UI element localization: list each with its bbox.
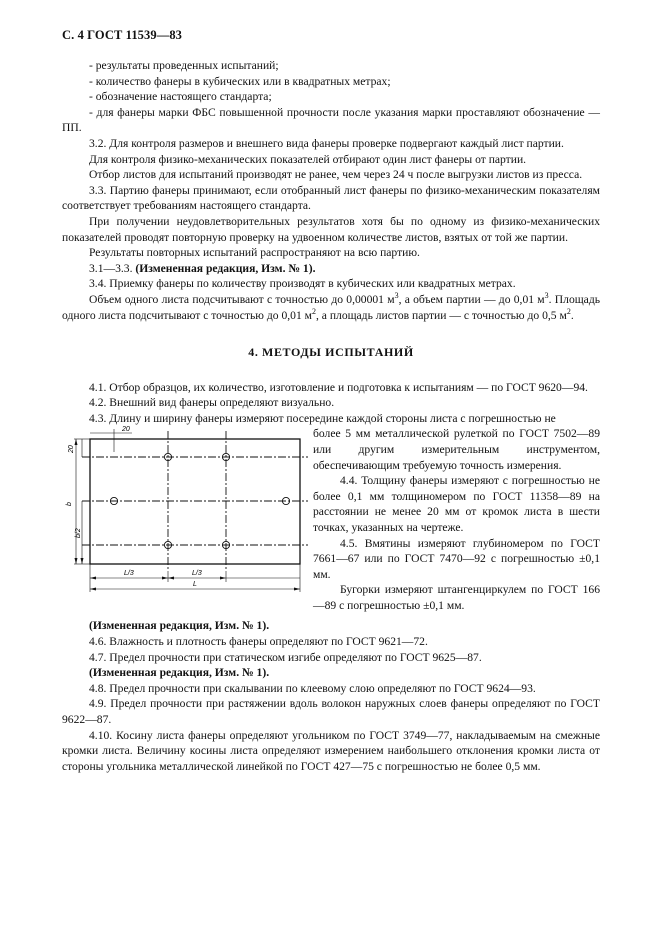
superscript: 3 xyxy=(544,291,549,301)
bullet-item: - для фанеры марки ФБС повышенной прочности после указания марки проставляют обозначение — ПП. xyxy=(62,105,600,135)
dim-label-b2: b/2 xyxy=(75,528,82,539)
paragraph-4-3-cont: более 5 мм металлической рулеткой по ГОСТ 7502—89 или другим измерительным инструментом, обеспечивающим требуемую точность измерения. xyxy=(313,427,600,472)
paragraph-selection: Отбор листов для испытаний производят не ранее, чем через 24 ч после выгрузки листов из пресса. xyxy=(89,168,583,182)
paragraph-4-7: 4.7. Предел прочности при статическом изгибе определяют по ГОСТ 9625—87. xyxy=(89,650,482,664)
dim-label-20-left: 20 xyxy=(68,445,75,454)
paragraph-phys-control: Для контроля физико-механических показателей отбирают один лист фанеры от партии. xyxy=(89,152,527,166)
superscript: 2 xyxy=(566,306,571,316)
paragraph-4-1: 4.1. Отбор образцов, их количество, изготовление и подготовка к испытаниям — по ГОСТ 9620—94. xyxy=(89,380,588,394)
bullet-item: - результаты проведенных испытаний; xyxy=(89,59,279,72)
paragraph-3-3: 3.3. Партию фанеры принимают, если отобранный лист фанеры по физико-механическим показателям соответствует требованиям настоящего стандарта. xyxy=(62,183,600,213)
paragraph-3-2: 3.2. Для контроля размеров и внешнего вида фанеры проверке подвергают каждый лист партии. xyxy=(89,136,564,150)
paragraph-4-3-lead: 4.3. Длину и ширину фанеры измеряют посередине каждой стороны листа с погрешностью не xyxy=(89,411,556,425)
section-title: 4. МЕТОДЫ ИСПЫТАНИЙ xyxy=(248,345,414,360)
dim-label-l3-b: L/3 xyxy=(192,570,202,578)
bullet-item: - обозначение настоящего стандарта; xyxy=(89,90,272,104)
paragraph-repeat-check: При получении неудовлетворительных результатов хотя бы по одному из физико-механических показателей проводят повторную проверку на удвоенном количестве листов, взятых от той же партии. xyxy=(62,214,600,244)
paragraph-4-5: 4.5. Вмятины измеряют глубиномером по ГОСТ 7661—67 или по ГОСТ 7470—92 с погрешностью ±0,1 мм. xyxy=(313,536,600,581)
paragraph-4-10: 4.10. Косину листа фанеры определяют угольником по ГОСТ 3749—77, накладываемым на смежные кромки листа. Величину косины листа определяют измерением наибольшего отклонения кромки листа от стороны угольника металлической линейкой по ГОСТ 427—75 с погрешностью не более 0,5 мм. xyxy=(62,728,600,773)
volume-text-c: . Площадь одного листа подсчитывают с точностью до 0,01 м xyxy=(62,292,601,322)
dim-label-20-top: 20 xyxy=(122,426,130,434)
edition-note: (Измененная редакция, Изм. № 1). xyxy=(89,619,270,633)
dim-label-l3-a: L/3 xyxy=(124,570,134,578)
paragraph-volume xyxy=(62,292,600,323)
figure-side-text xyxy=(313,426,600,613)
edition-note: (Измененная редакция, Изм. № 1). xyxy=(89,666,270,680)
figure-block xyxy=(62,426,600,618)
paragraph-3-4: 3.4. Приемку фанеры по количеству производят в кубических или квадратных метрах. xyxy=(89,277,516,291)
paragraph-4-9: 4.9. Предел прочности при растяжении вдоль волокон наружных слоев фанеры определяют по ГОСТ 9622—87. xyxy=(62,697,600,727)
superscript: 2 xyxy=(311,306,316,316)
volume-text-a: Объем одного листа подсчитывают с точностью до 0,00001 м xyxy=(89,292,395,306)
superscript: 3 xyxy=(394,291,399,301)
volume-text-e: . xyxy=(570,308,574,322)
dim-label-b: b xyxy=(66,502,73,507)
paragraph-bugorki: Бугорки измеряют штангенциркулем по ГОСТ 166—89 с погрешностью ±0,1 мм. xyxy=(313,583,600,612)
volume-text-b: , а объем партии — до 0,01 м xyxy=(398,292,545,306)
paragraph-4-4: 4.4. Толщину фанеры измеряют с погрешностью не более 0,1 мм толщиномером по ГОСТ 11358—89 на расстоянии не менее 20 мм от кромок листа в шести точках, указанных на чертеже. xyxy=(313,474,600,535)
paragraph-4-8: 4.8. Предел прочности при скалывании по клеевому слою определяют по ГОСТ 9624—93. xyxy=(89,681,536,695)
measurement-points-drawing xyxy=(62,426,312,594)
volume-text-d: , а площадь листов партии — с точностью до 0,5 м xyxy=(315,308,567,322)
edition-note-bold: (Измененная редакция, Изм. № 1). xyxy=(135,261,316,275)
paragraph-4-6: 4.6. Влажность и плотность фанеры определяют по ГОСТ 9621—72. xyxy=(89,635,428,649)
text-column xyxy=(62,58,600,774)
page-header: С. 4 ГОСТ 11539—83 xyxy=(62,28,183,42)
edition-note xyxy=(62,261,600,277)
edition-note-prefix: 3.1—3.3. xyxy=(89,261,136,275)
dim-label-L: L xyxy=(193,581,197,589)
bullet-item: - количество фанеры в кубических или в квадратных метрах; xyxy=(89,74,391,88)
paragraph-results: Результаты повторных испытаний распространяют на всю партию. xyxy=(89,246,420,260)
paragraph-4-2: 4.2. Внешний вид фанеры определяют визуально. xyxy=(89,396,335,410)
